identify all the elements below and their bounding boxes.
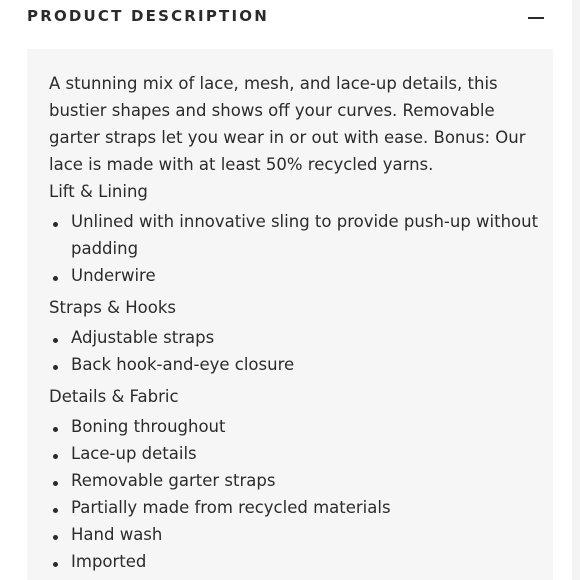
scroll-edge xyxy=(572,0,580,580)
list-item-text: Adjustable straps xyxy=(71,328,215,347)
bullet-icon xyxy=(53,562,58,567)
list-item xyxy=(49,548,539,575)
bullet-icon xyxy=(53,454,58,459)
list-item-text: Underwire xyxy=(71,266,156,285)
details-fabric-list xyxy=(49,413,539,575)
list-item-text: Hand wash xyxy=(71,525,163,544)
description-intro: A stunning mix of lace, mesh, and lace-up details, this bustier shapes and shows off your curves. Removable garter straps let you wear in or out with ease. Bonus: Our lace is made with at least 50% recycled yarns. xyxy=(49,74,526,174)
accordion-header[interactable] xyxy=(27,0,553,40)
bullet-icon xyxy=(53,508,58,513)
description-content xyxy=(49,70,539,580)
minus-icon-bar xyxy=(528,17,544,19)
section-heading-straps-hooks: Straps & Hooks xyxy=(49,298,177,317)
list-item xyxy=(49,208,539,262)
bullet-icon xyxy=(53,535,58,540)
section-heading-lift-lining: Lift & Lining xyxy=(49,182,148,201)
section-title: PRODUCT DESCRIPTION xyxy=(27,7,269,25)
list-item-text: Partially made from recycled materials xyxy=(71,498,391,517)
list-item xyxy=(49,262,539,289)
section-heading-details-fabric: Details & Fabric xyxy=(49,387,179,406)
list-item-text: Lace-up details xyxy=(71,444,197,463)
list-item xyxy=(49,324,539,351)
list-item xyxy=(49,413,539,440)
lift-lining-list xyxy=(49,208,539,289)
straps-hooks-list xyxy=(49,324,539,378)
list-item-text: Imported xyxy=(71,552,147,571)
list-item xyxy=(49,351,539,378)
bullet-icon xyxy=(53,276,58,281)
list-item-text: Back hook-and-eye closure xyxy=(71,355,295,374)
bullet-icon xyxy=(53,365,58,370)
list-item xyxy=(49,440,539,467)
bullet-icon xyxy=(53,222,58,227)
list-item xyxy=(49,467,539,494)
bullet-icon xyxy=(53,338,58,343)
list-item-text: Unlined with innovative sling to provide push-up without padding xyxy=(71,212,539,258)
list-item xyxy=(49,521,539,548)
list-item-text: Removable garter straps xyxy=(71,471,276,490)
list-item xyxy=(49,494,539,521)
bullet-icon xyxy=(53,427,58,432)
list-item-text: Boning throughout xyxy=(71,417,226,436)
minus-icon[interactable] xyxy=(526,10,546,24)
bullet-icon xyxy=(53,481,58,486)
